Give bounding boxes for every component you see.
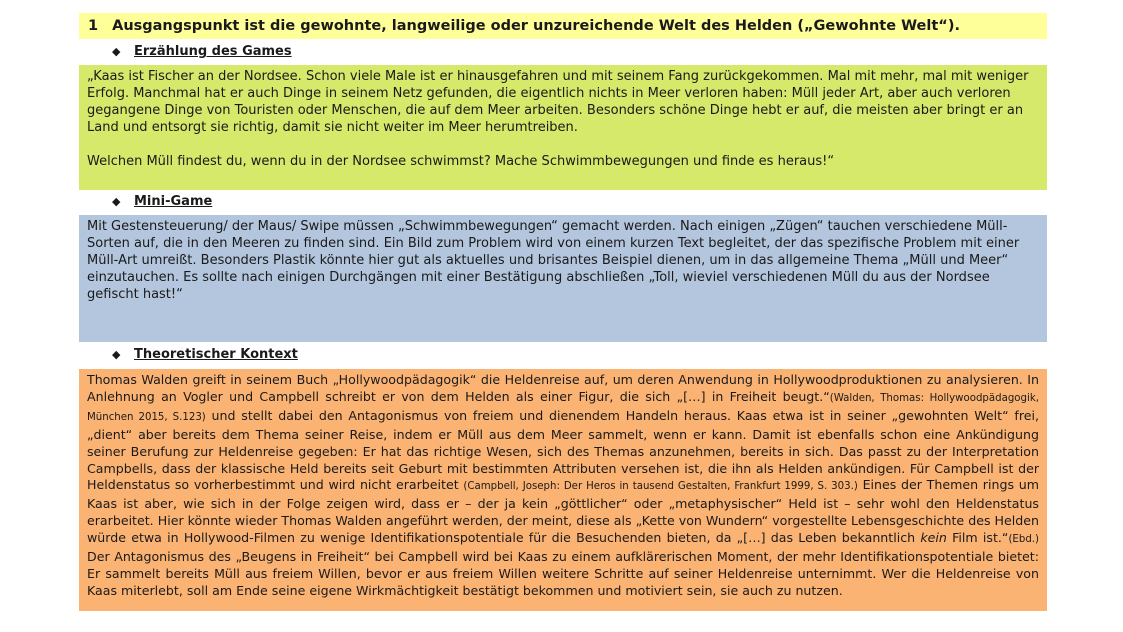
subheading-theory bbox=[112, 347, 298, 362]
story-paragraph-1: „Kaas ist Fischer an der Nordsee. Schon viele Male ist er hinausgefahren und mit seinem Fang zurückgekommen. Mal mit mehr, mal mit weniger Erfolg. Manchmal hat er auch Dinge in seinem Netz gefunden, die eigentlich nichts in Meer verloren haben: Müll jeder Art, aber auch verloren gegangene Dinge von Touristen oder Menschen, die auf dem Meer arbeiten. Besonders schöne Dinge hebt er auf, die meisten aber bringt er an Land und entsorgt sie richtig, damit sie nicht weiter im Meer herumtreiben. bbox=[87, 69, 1029, 136]
citation-campbell: (Campbell, Joseph: Der Heros in tausend Gestalten, Frankfurt 1999, S. 303.) bbox=[463, 481, 858, 493]
theory-box bbox=[79, 369, 1047, 611]
diamond-bullet-icon: ◆ bbox=[112, 45, 121, 58]
minigame-text: Mit Gestensteuerung/ der Maus/ Swipe müssen „Schwimmbewegungen“ gemacht werden. Nach einigen „Zügen“ tauchen verschiedene Müll-Sorten auf, die in den Meeren zu finden sind. Ein Bild zum Problem wird von einem kurzen Text begleitet, der das spezifische Problem mit einer Müll-Art umreißt. Besonders Plastik könnte hier gut als aktuelles und brisantes Beispiel dienen, um in das allgemeine Thema „Müll und Meer“ einzutauchen. Es sollte nach einigen Durchgängen mit einer Bestätigung abschließen „Toll, wieviel verschiedenen Müll du aus der Nordsee gefischt hast!“ bbox=[87, 219, 1020, 303]
theory-text bbox=[87, 372, 1039, 600]
minigame-box bbox=[79, 215, 1047, 342]
subheading-minigame-label: Mini-Game bbox=[134, 194, 213, 209]
diamond-bullet-icon: ◆ bbox=[112, 348, 121, 361]
section-number: 1 bbox=[88, 18, 99, 34]
theory-text-3: Eines der Themen rings um Kaas ist aber, wie sich in der Folge zeigen wird, dass er – der ja kein „göttlicher“ oder „metaphysischer“ Held ist – sehr wohl den Heldenstatus erarbeitet. Hier könnte wieder Thomas Walden angeführt werden, der meint, diese als „Kette von Wundern“ vorgestellte Lebensgeschichte des Helden würde etwa in Hollywood-Filmen zu wenige Identifikationspotentiale für die Besuchenden bieten, da „[…] das Leben bekanntlich bbox=[87, 477, 1039, 546]
theory-text-1: Thomas Walden greift in seinem Buch „Hollywoodpädagogik“ die Heldenreise auf, um deren Anwendung in Hollywoodproduktionen zu analysieren. In Anlehnung an Vogler und Campbell schreibt er von dem Helden als einer Figur, die sich „[…] in Freiheit beugt.“ bbox=[87, 372, 1039, 404]
theory-text-4: Der Antagonismus des „Beugens in Freiheit“ bei Campbell wird bei Kaas zu einem aufklärerischen Moment, der mehr Identifikationspotentiale bietet: Er sammelt bereits Müll aus freiem Willen, bevor er aus freiem Willen weitere Schritte auf seiner Heldenreise unternimmt. Wer die Heldenreise von Kaas miterlebt, soll am Ende seine eigene Wirkmächtigkeit bestätigt bekommen und motiviert sein, sie auch zu nutzen. bbox=[87, 549, 1039, 598]
theory-emphasis: kein bbox=[920, 530, 947, 546]
subheading-minigame bbox=[112, 194, 212, 209]
theory-text-3-end: Film ist.“ bbox=[946, 530, 1009, 546]
subheading-theory-label: Theoretischer Kontext bbox=[134, 347, 298, 362]
story-paragraph-2: Welchen Müll findest du, wenn du in der Nordsee schwimmst? Mache Schwimmbewegungen und finde es heraus!“ bbox=[87, 154, 835, 170]
subheading-story bbox=[112, 44, 292, 59]
section-heading-text: Ausgangspunkt ist die gewohnte, langweilige oder unzureichende Welt des Helden („Gewohnte Welt“). bbox=[112, 18, 960, 34]
theory-text-2: und stellt dabei den Antagonismus von freiem und dienendem Handeln heraus. Kaas etwa ist in seiner „gewohnten Welt“ frei, „dient“ aber bereits dem Thema seiner Reise, indem er Müll aus dem Meer sammelt, wenn er kann. Damit ist ebenfalls schon eine Ankündigung seiner Berufung zur Heldenreise gegeben: Er hat das richtige Wesen, sich des Themas anzunehmen, bereits in sich. Das passt zu der Interpretation Campbells, dass der klassische Held bereits seit Geburt mit bestimmten Attributen versehen ist, die ihn als Helden ankündigen. Für Campbell ist der Heldenstatus so vorherbestimmt und wird nicht erarbeitet bbox=[87, 407, 1039, 493]
story-box bbox=[79, 65, 1047, 190]
citation-walden: (Walden, Thomas: Hollywoodpädagogik, München 2015, S.123) bbox=[87, 392, 1039, 423]
citation-ebd: (Ebd.) bbox=[1008, 534, 1039, 546]
diamond-bullet-icon: ◆ bbox=[112, 195, 121, 208]
section-heading bbox=[79, 13, 1047, 39]
subheading-story-label: Erzählung des Games bbox=[134, 44, 292, 59]
